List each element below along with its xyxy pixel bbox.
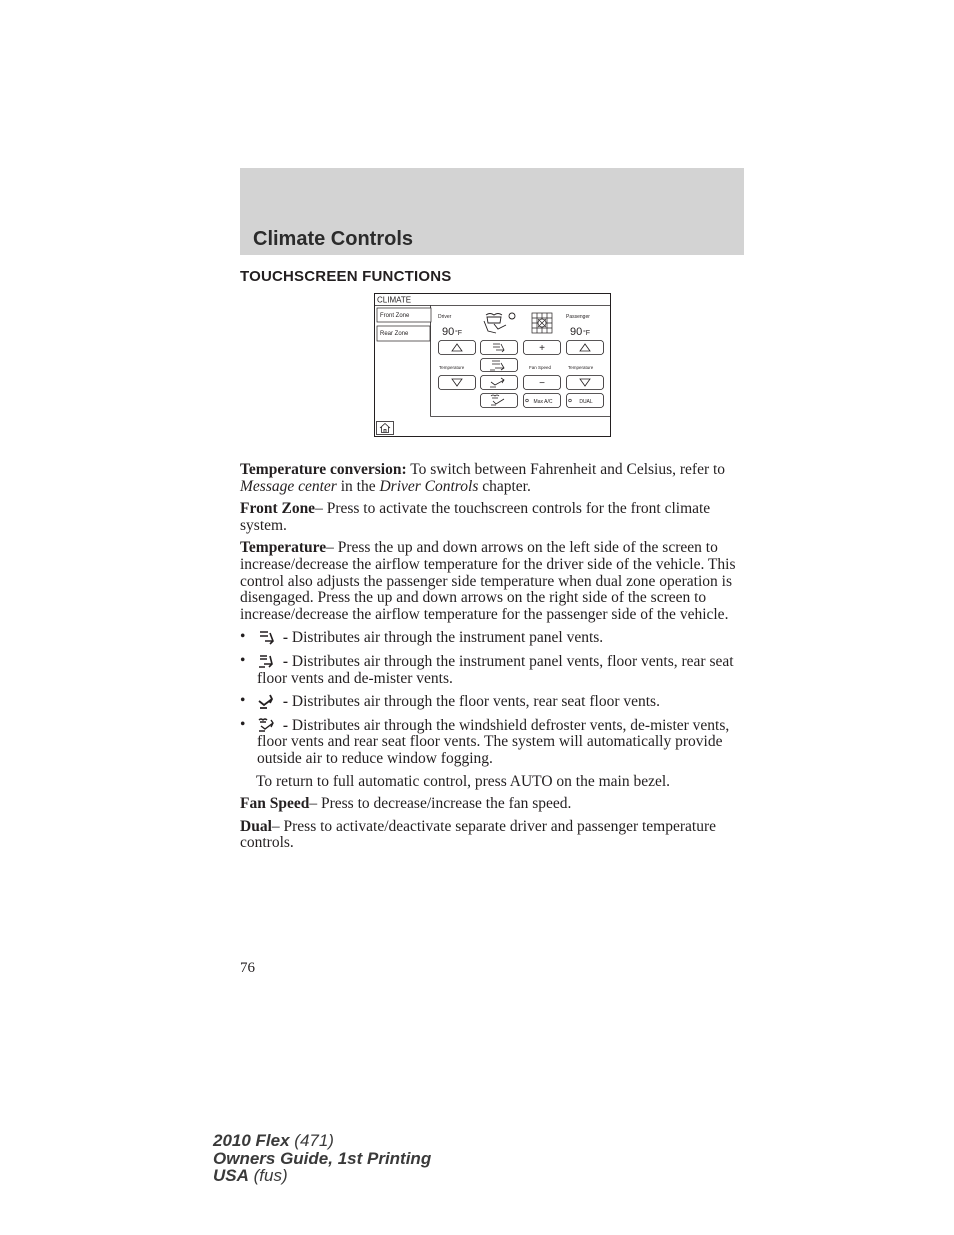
document-footer [213, 1132, 431, 1185]
return-to-auto-note: To return to full automatic control, press AUTO on the main bezel. [256, 772, 671, 790]
driver-temp-up-button[interactable] [439, 341, 476, 355]
floor-vent-icon [257, 693, 279, 709]
footer-line-3: USA (fus) [213, 1166, 288, 1185]
temperature-label: Temperature [240, 539, 327, 557]
indicator-icon [569, 399, 572, 402]
passenger-temp-unit: °F [583, 330, 591, 337]
fan-speed-label: Fan Speed [529, 365, 552, 370]
fan-speed-increase-button[interactable] [524, 341, 561, 355]
indicator-icon [526, 399, 529, 402]
list-item: • - Distributes air through the instrument panel vents, floor vents, rear seat floor vents and de-mister vents. [240, 653, 746, 687]
tab-rear-zone[interactable] [377, 326, 430, 341]
home-button[interactable] [377, 422, 394, 435]
body-text [240, 462, 746, 858]
screen-title: CLIMATE [377, 295, 412, 305]
passenger-temperature-label: Temperature [568, 365, 594, 370]
dual-button[interactable] [567, 394, 604, 408]
fan-speed-decrease-button[interactable] [524, 376, 561, 390]
floor-vent-button[interactable] [481, 376, 518, 390]
fan-speed-paragraph: Fan Speed– Press to decrease/increase the fan speed. [240, 795, 572, 813]
footer-line-1: 2010 Flex (471) [213, 1131, 334, 1150]
driver-label: Driver [438, 314, 452, 320]
front-zone-label: Front Zone [240, 500, 316, 518]
driver-temp: 90 [442, 326, 455, 338]
passenger-temp-down-button[interactable] [567, 376, 604, 390]
footer-line-2: Owners Guide, 1st Printing [213, 1148, 432, 1168]
driver-temperature-label: Temperature [439, 365, 465, 370]
driver-controls-reference: Driver Controls [379, 477, 479, 495]
passenger-temp-up-button[interactable] [567, 341, 604, 355]
passenger-label: Passenger [566, 314, 590, 320]
defrost-floor-vent-button[interactable] [481, 394, 518, 408]
panel-vent-button[interactable] [481, 341, 518, 355]
front-zone-paragraph: Front Zone– Press to activate the touchscreen controls for the front climate system. [240, 500, 711, 534]
defrost-floor-vent-icon [257, 717, 279, 733]
section-heading: TOUCHSCREEN FUNCTIONS [240, 268, 452, 285]
max-ac-button[interactable] [524, 394, 561, 408]
tab-rear-zone-label: Rear Zone [380, 331, 409, 337]
driver-temp-down-button[interactable] [439, 376, 476, 390]
message-center-reference: Message center [240, 477, 337, 495]
list-item: • - Distributes air through the instrument panel vents. [240, 629, 746, 647]
tab-front-zone-label: Front Zone [380, 313, 410, 319]
temperature-conversion-label: Temperature conversion: [240, 461, 407, 478]
panel-floor-vent-icon [257, 653, 279, 669]
panel-floor-vent-button[interactable] [481, 359, 518, 372]
page-number: 76 [240, 960, 255, 976]
max-ac-label: Max A/C [533, 399, 553, 405]
touchscreen-illustration [374, 293, 611, 437]
dual-label: DUAL [579, 399, 593, 405]
panel-vent-icon [257, 629, 279, 645]
touchscreen-diagram [374, 293, 611, 437]
tab-front-zone[interactable] [377, 308, 431, 322]
plus-label: + [539, 343, 545, 354]
fan-speed-label: Fan Speed [240, 795, 310, 813]
chapter-title: Climate Controls [253, 228, 414, 250]
list-item: • - Distributes air through the floor vents, rear seat floor vents. [240, 693, 746, 711]
temperature-conversion-paragraph: Temperature conversion: To switch between Fahrenheit and Celsius, refer to Message center in the Driver Controls chapter. [240, 461, 726, 495]
dual-label: Dual [240, 817, 272, 835]
airflow-mode-list [240, 629, 746, 767]
passenger-temp: 90 [570, 326, 583, 338]
chapter-header-band [240, 168, 744, 255]
list-item: • - Distributes air through the windshield defroster vents, de-mister vents, floor vents and rear seat floor vents. The system will automatically provide outside air to reduce window fogging. [240, 717, 746, 768]
driver-temp-unit: °F [455, 330, 463, 337]
temperature-paragraph: Temperature– Press the up and down arrows on the left side of the screen to increase/decrease the airflow temperature for the driver side of the vehicle. This control also adjusts the passenger side temperature when dual zone operation is disengaged. Press the up and down arrows on the right side of the screen to increase/decrease the airflow temperature for the passenger side of the vehicle. [240, 539, 736, 623]
minus-label: − [539, 378, 545, 389]
dual-paragraph: Dual– Press to activate/deactivate separate driver and passenger temperature controls. [240, 817, 717, 852]
